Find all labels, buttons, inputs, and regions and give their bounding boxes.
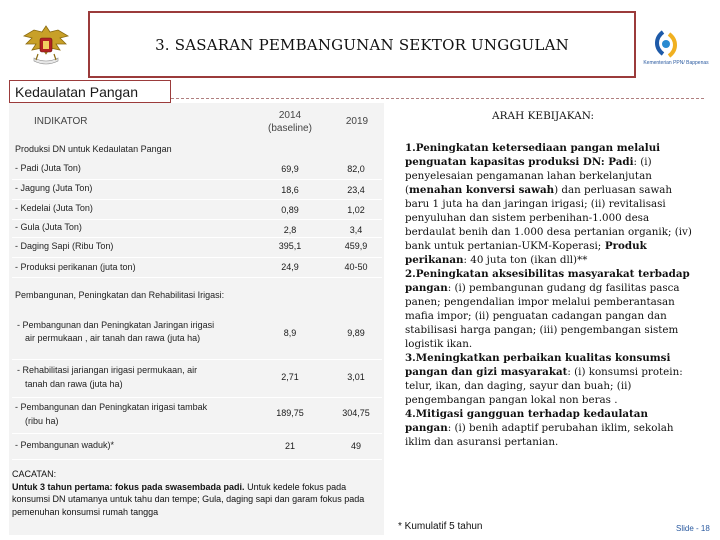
row-value-2019: 82,0 (347, 164, 365, 174)
policy-3-title: 3.Meningkatkan perbaikan kualitas konsumsi pangan dan gizi masyarakat (405, 352, 671, 378)
slide-number: Slide - 18 (676, 524, 710, 533)
row-value-2019: 9,89 (347, 328, 365, 338)
policy-heading: ARAH KEBIJAKAN: (492, 110, 595, 122)
policy-2-title: 2.Peningkatan aksesibilitas masyarakat terbadap pangan (405, 268, 690, 294)
row-label-line2: air permukaan , air tanah dan rawa (juta ha) (25, 333, 201, 343)
table-row (12, 238, 382, 258)
row-value-2019: 23,4 (347, 185, 365, 195)
row-value-2014: 2,8 (283, 225, 297, 235)
note (12, 468, 374, 518)
policy-1-a: : (i) penyelesaian pengamanan lahan berkelanjutan ( (405, 156, 652, 196)
row-value-2014: 69,9 (281, 164, 299, 174)
note-body (12, 481, 374, 519)
bappenas-logo-icon (645, 28, 705, 80)
row-label: - Jagung (Juta Ton) (15, 183, 93, 193)
policy-4-title: 4.Mitigasi gangguan terhadap kedaulatan pangan (405, 408, 648, 434)
row-label-line1: - Pembangunan waduk)* (15, 440, 115, 450)
row-value-2014: 18,6 (281, 185, 299, 195)
row-value-2014: 0,89 (281, 205, 299, 215)
row-value-2014: 395,1 (278, 241, 302, 251)
policy-4-text: : (i) benih adaptif perubahan iklim, sekolah iklim dan asuransi pertanian. (405, 422, 674, 448)
row-value-2019: 3,01 (347, 372, 365, 382)
policy-point-1 (405, 141, 697, 267)
policy-1-bold3: Produk perikanan (405, 240, 647, 266)
policy-1-b: ) dan perluasan sawah baru 1 juta ha dan jaringan irigasi; (ii) revitalisasi penyuluhan dan sistem perbenihan-1.000 desa berdaulat benih dan 1.000 desa pertanian organik; (iv) bank untuk pertanian-UKM-Koperasi; (405, 184, 692, 252)
policy-text (405, 141, 697, 449)
section-tab: Kedaulatan Pangan (9, 80, 171, 103)
policy-2-text: : (i) pembangunan gudang dg fasilitas pasca panen; pengendalian impor melalui pemberantasan mafia impor; (ii) penguatan cadangan pangan dan stabilisasi harga pangan; (iii) pengembangan sistem logistik ikan. (405, 282, 680, 350)
table-row (12, 316, 382, 360)
row-value-2019: 3,4 (349, 225, 363, 235)
row-label: - Kedelai (Juta Ton) (15, 203, 93, 213)
row-value-2014: 8,9 (283, 328, 297, 338)
section-production: Produksi DN untuk Kedaulatan Pangan (15, 144, 172, 154)
policy-1-c: : 40 juta ton (ikan dll)** (463, 254, 588, 266)
policy-point-4 (405, 407, 697, 449)
footnote: * Kumulatif 5 tahun (398, 521, 483, 532)
policy-point-2 (405, 267, 697, 351)
table-row (12, 258, 382, 278)
header-2014-year: 2014 (278, 110, 302, 121)
row-label: - Padi (Juta Ton) (15, 163, 81, 173)
table-row (12, 220, 382, 238)
table-row (12, 200, 382, 220)
row-label-line1: - Pembangunan dan Peningkatan Jaringan irigasi (17, 320, 215, 330)
header-2019: 2019 (345, 116, 369, 127)
policy-3-text: : (i) konsumsi protein: telur, ikan, dan daging, sayur dan buah; (ii) pengembangan pangan lokal non beras . (405, 366, 683, 406)
row-label-line1: - Rehabilitasi jariangan irigasi permukaan, air (17, 365, 198, 375)
row-label: - Daging Sapi (Ribu Ton) (15, 241, 114, 251)
row-label: - Gula (Juta Ton) (15, 222, 82, 232)
note-bold: Untuk 3 tahun pertama: fokus pada swasembada padi. (12, 481, 245, 492)
section-irrigation: Pembangunan, Peningkatan dan Rehabilitasi Irigasi: (15, 290, 225, 300)
page-title: 3. SASARAN PEMBANGUNAN SEKTOR UNGGULAN (155, 35, 569, 54)
policy-1-title: 1.Peningkatan ketersediaan pangan melalui penguatan kapasitas produksi DN: Padi (405, 142, 661, 168)
title-box (88, 11, 636, 78)
header-2014 (258, 109, 322, 135)
row-value-2014: 21 (284, 441, 295, 451)
logo-caption: Kementerian PPN/ Bappenas (643, 60, 709, 66)
row-value-2019: 40-50 (344, 262, 368, 272)
policy-1-bold2: menahan konversi sawah (409, 184, 555, 196)
row-value-2014: 24,9 (281, 262, 299, 272)
table-row (12, 180, 382, 200)
section-divider (171, 98, 704, 99)
table-row (12, 360, 382, 398)
table-row (12, 434, 382, 460)
row-label-line2: tanah dan rawa (juta ha) (25, 379, 123, 389)
row-value-2019: 49 (350, 441, 361, 451)
policy-point-3 (405, 351, 697, 407)
header-indikator: INDIKATOR (34, 116, 88, 127)
note-heading: CACATAN: (12, 469, 57, 479)
row-value-2019: 459,9 (344, 241, 368, 251)
row-value-2014: 189,75 (276, 408, 304, 418)
row-label-line2: (ribu ha) (25, 416, 59, 426)
table-row (12, 398, 382, 434)
row-label-line1: - Pembangunan dan Peningkatan irigasi tambak (15, 402, 208, 412)
garuda-emblem-icon (20, 20, 72, 70)
row-value-2019: 304,75 (342, 408, 370, 418)
note-rest: Untuk kedele fokus pada konsumsi DN utamanya untuk tahu dan tempe; Gula, daging sapi dan garam fokus pada pemenuhan konsumsi rumah tangga (12, 481, 365, 517)
table-row (12, 160, 382, 180)
row-label: - Produksi perikanan (juta ton) (15, 262, 136, 272)
header-2014-baseline: (baseline) (268, 123, 312, 134)
row-value-2014: 2,71 (281, 372, 299, 382)
row-value-2019: 1,02 (347, 205, 365, 215)
